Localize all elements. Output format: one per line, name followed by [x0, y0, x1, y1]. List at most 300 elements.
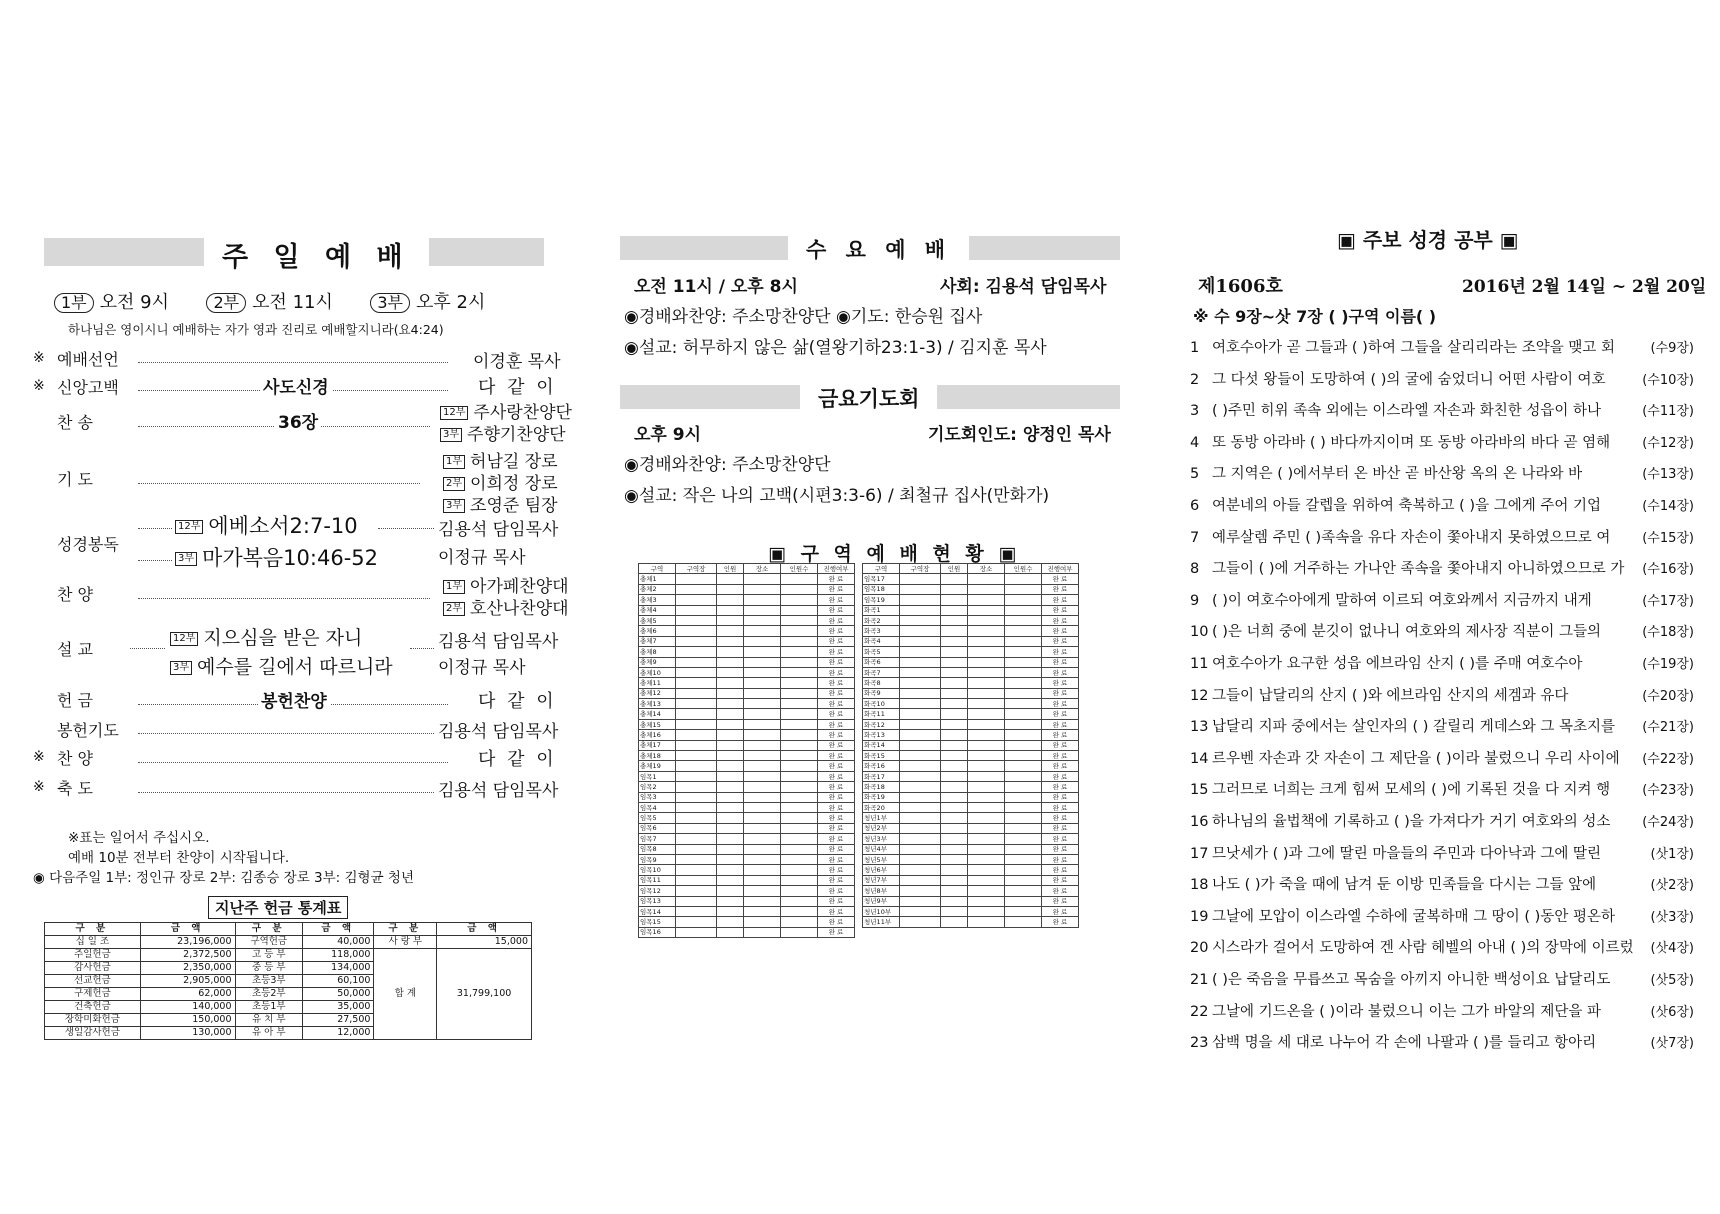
cell: [1005, 792, 1042, 802]
order-label: 신앙고백: [57, 378, 119, 397]
table-row: [639, 813, 855, 823]
cell: [781, 636, 818, 646]
cell: 주일헌금: [45, 949, 141, 962]
table-row: [639, 574, 855, 584]
cell: [781, 574, 818, 584]
district-table: [638, 563, 855, 938]
district-name: 임목19: [863, 595, 900, 605]
question-ref: (수22장): [1642, 751, 1694, 767]
order-label: 예배선언: [57, 350, 119, 369]
table-row: [639, 761, 855, 771]
order-leader: [138, 528, 172, 529]
col-header: 장소: [968, 564, 1005, 574]
cell: [941, 605, 968, 615]
cell: 건축헌금: [45, 1001, 141, 1014]
question-ref: (수24장): [1642, 815, 1694, 830]
status-cell: 완 료: [1042, 886, 1079, 896]
status-cell: 완 료: [1042, 751, 1079, 761]
district-name: 청년7부: [863, 875, 900, 885]
cell: [781, 657, 818, 667]
district-name: 임목17: [863, 574, 900, 584]
table-row: [863, 657, 1079, 667]
cell: [744, 688, 781, 698]
question-text: 하나님의 율법책에 기록하고 ( )을 가져다가 거기 여호와의 성소: [1212, 814, 1611, 830]
cell: [781, 605, 818, 615]
cell: [900, 647, 941, 657]
status-cell: 완 료: [1042, 823, 1079, 833]
status-cell: 완 료: [1042, 792, 1079, 802]
status-cell: 완 료: [818, 688, 855, 698]
wednesday-host: 사회: 김용석 담임목사: [940, 277, 1107, 297]
cell: [900, 730, 941, 740]
district-name: 임목12: [639, 886, 676, 896]
cell: [744, 605, 781, 615]
cell: [676, 875, 717, 885]
cell: 2,905,000: [140, 975, 235, 988]
cell: 초등2부: [235, 988, 302, 1001]
cell: 생일감사헌금: [45, 1027, 141, 1040]
cell: [1005, 886, 1042, 896]
table-row: [639, 615, 855, 625]
cell: [968, 678, 1005, 688]
order-leader: [130, 648, 165, 649]
cell: [717, 688, 744, 698]
cell: [744, 792, 781, 802]
cell: [781, 823, 818, 833]
cell: [900, 906, 941, 916]
cell: [1005, 574, 1042, 584]
status-cell: 완 료: [1042, 761, 1079, 771]
cell: [1005, 584, 1042, 594]
question-ref: (수15장): [1642, 530, 1694, 546]
total-label: 합 계: [374, 949, 437, 1040]
status-cell: 완 료: [818, 792, 855, 802]
cell: [717, 865, 744, 875]
order-leader: [138, 560, 172, 561]
cell: [1005, 771, 1042, 781]
cell: [900, 844, 941, 854]
order-leader: [138, 792, 434, 793]
district-name: 임목8: [639, 844, 676, 854]
cell: [941, 886, 968, 896]
status-cell: 완 료: [1042, 719, 1079, 729]
status-cell: 완 료: [818, 574, 855, 584]
cell: [968, 917, 1005, 927]
status-cell: 완 료: [1042, 615, 1079, 625]
cell: [676, 823, 717, 833]
wednesday-title: 수 요 예 배: [788, 234, 969, 264]
district-name: 화곡7: [863, 667, 900, 677]
prayer-name: 이희정 장로: [470, 474, 558, 494]
reading-2: [175, 542, 378, 572]
time-tag-2: 2부: [206, 293, 246, 313]
cell: 140,000: [140, 1001, 235, 1014]
col-header: 인원: [717, 564, 744, 574]
cell: [968, 813, 1005, 823]
cell: [900, 626, 941, 636]
question-number: 18: [1190, 877, 1209, 894]
status-cell: 완 료: [818, 740, 855, 750]
cell: 150,000: [140, 1014, 235, 1027]
status-cell: 완 료: [1042, 605, 1079, 615]
status-cell: 완 료: [818, 906, 855, 916]
district-name: 화곡15: [863, 751, 900, 761]
cell: 선교헌금: [45, 975, 141, 988]
district-name: 화곡18: [863, 782, 900, 792]
cell: [900, 584, 941, 594]
cell: [781, 834, 818, 844]
district-name: 화곡14: [863, 740, 900, 750]
table-row: [45, 936, 532, 949]
status-cell: 완 료: [818, 730, 855, 740]
question-text: 삼백 명을 세 대로 나누어 각 손에 나팔과 ( )를 들리고 항아리: [1212, 1035, 1597, 1052]
status-cell: 완 료: [818, 719, 855, 729]
cell: [717, 647, 744, 657]
cell: [744, 730, 781, 740]
cell: [1005, 761, 1042, 771]
table-row: [639, 792, 855, 802]
status-cell: 완 료: [818, 834, 855, 844]
friday-line2: ◉설교: 작은 나의 고백(시편3:3-6) / 최철규 집사(만화가): [624, 486, 1050, 506]
table-row: [863, 823, 1079, 833]
status-cell: 완 료: [1042, 595, 1079, 605]
question-number: 21: [1190, 972, 1209, 988]
table-row: [639, 740, 855, 750]
district-name: 충체1: [639, 574, 676, 584]
cell: [676, 615, 717, 625]
cell: [676, 834, 717, 844]
district-name: 임목14: [639, 906, 676, 916]
status-cell: 완 료: [818, 709, 855, 719]
cell: [676, 906, 717, 916]
cell: [1005, 719, 1042, 729]
note-standing: ※표는 일어서 주십시오.: [68, 830, 210, 846]
district-name: 청년3부: [863, 834, 900, 844]
table-row: [863, 875, 1079, 885]
cell: [744, 896, 781, 906]
cell: [941, 730, 968, 740]
district-name: 충체7: [639, 636, 676, 646]
district-name: 청년5부: [863, 854, 900, 864]
cell: [717, 896, 744, 906]
cell: [781, 844, 818, 854]
cell: [900, 678, 941, 688]
district-name: 임목2: [639, 782, 676, 792]
status-cell: 완 료: [1042, 574, 1079, 584]
question-text: ( )주민 히위 족속 외에는 이스라엘 자손과 화친한 성읍이 하나: [1212, 403, 1601, 420]
cell: [968, 615, 1005, 625]
cell: [1005, 917, 1042, 927]
status-cell: 완 료: [1042, 917, 1079, 927]
cell: [781, 813, 818, 823]
cell: [900, 761, 941, 771]
district-name: 화곡11: [863, 709, 900, 719]
cell: [900, 709, 941, 719]
cell: [900, 782, 941, 792]
cell: [1005, 834, 1042, 844]
cell: 40,000: [303, 936, 374, 949]
table-header-row: [639, 564, 855, 574]
district-name: 화곡19: [863, 792, 900, 802]
order-leader: [138, 762, 448, 763]
question-number: 10: [1190, 624, 1209, 641]
cell: [676, 595, 717, 605]
tag: 12부: [170, 632, 198, 646]
col-header: 구역장: [900, 564, 941, 574]
cell: [900, 636, 941, 646]
question-ref: (수20장): [1642, 688, 1694, 704]
cell: [717, 782, 744, 792]
sermon-title: 예수를 길에서 따르니라: [197, 656, 393, 678]
cell: [781, 854, 818, 864]
cell: [744, 574, 781, 584]
district-name: 충체14: [639, 709, 676, 719]
cell: [941, 834, 968, 844]
question-text: 그 지역은 ( )에서부터 온 바산 곧 바산왕 옥의 온 나라와 바: [1212, 466, 1583, 483]
cell: [781, 730, 818, 740]
district-name: 임목7: [639, 834, 676, 844]
choir-name: 주향기찬양단: [467, 425, 566, 445]
table-row: [863, 886, 1079, 896]
cell: [781, 782, 818, 792]
question-ref: (수9장): [1650, 341, 1694, 356]
cell: [941, 636, 968, 646]
cell: [744, 626, 781, 636]
status-cell: 완 료: [818, 886, 855, 896]
status-cell: 완 료: [1042, 709, 1079, 719]
table-row: [639, 886, 855, 896]
district-name: 충체12: [639, 688, 676, 698]
table-row: [639, 699, 855, 709]
cell: [941, 584, 968, 594]
status-cell: 완 료: [1042, 647, 1079, 657]
col-header: 금 액: [437, 923, 532, 936]
table-row: [639, 657, 855, 667]
cell: [744, 761, 781, 771]
order-label: 헌 금: [57, 691, 93, 710]
table-row: [863, 636, 1079, 646]
district-name: 임목1: [639, 771, 676, 781]
question-ref: (삿4장): [1650, 941, 1694, 957]
cell: [1005, 813, 1042, 823]
cell: [744, 875, 781, 885]
district-name: 충체13: [639, 699, 676, 709]
cell: [900, 834, 941, 844]
cell: 장학미화헌금: [45, 1014, 141, 1027]
cell: [941, 844, 968, 854]
status-cell: 완 료: [1042, 854, 1079, 864]
question-text: 예루살렘 주민 ( )족속을 유다 자손이 쫓아내지 못하였으므로 여: [1212, 529, 1611, 546]
cell: [1005, 667, 1042, 677]
question-item: [1190, 431, 1694, 451]
table-row: [639, 771, 855, 781]
wednesday-time: 오전 11시 / 오후 8시: [634, 277, 798, 297]
order-leader: [138, 733, 434, 734]
cell: 고 등 부: [235, 949, 302, 962]
order-right: 김용석 담임목사: [438, 781, 559, 801]
cell: 2,350,000: [140, 962, 235, 975]
cell: [1005, 626, 1042, 636]
cell: [1005, 751, 1042, 761]
cell: [676, 886, 717, 896]
cell: [717, 792, 744, 802]
col-header: 구역: [639, 564, 676, 574]
cell: [900, 605, 941, 615]
cell: [781, 688, 818, 698]
cell: [717, 636, 744, 646]
district-name: 화곡9: [863, 688, 900, 698]
order-label: 찬 송: [57, 413, 93, 432]
cell: [900, 865, 941, 875]
cell: [941, 615, 968, 625]
cell: [941, 854, 968, 864]
status-cell: 완 료: [818, 875, 855, 885]
cell: [968, 605, 1005, 615]
cell: [941, 792, 968, 802]
friday-banner: [620, 385, 1120, 409]
order-label: 성경봉독: [57, 535, 119, 554]
district-name: 청년4부: [863, 844, 900, 854]
question-text: 시스라가 걸어서 도망하여 겐 사람 헤벨의 아내 ( )의 장막에 이르렀: [1212, 940, 1634, 957]
cell: [968, 730, 1005, 740]
cell: 구제헌금: [45, 988, 141, 1001]
district-name: 임목10: [639, 865, 676, 875]
cell: [900, 719, 941, 729]
cell: [676, 657, 717, 667]
question-text: 그날에 기드온을 ( )이라 불렀으니 이는 그가 바알의 제단을 파: [1212, 1003, 1601, 1020]
cell: [717, 854, 744, 864]
cell: [717, 584, 744, 594]
order-mark: ※: [33, 350, 45, 366]
cell: [744, 782, 781, 792]
cell: [717, 802, 744, 812]
cell: [676, 792, 717, 802]
question-number: 3: [1190, 403, 1200, 420]
cell: [717, 740, 744, 750]
cell: [781, 927, 818, 937]
cell: [781, 740, 818, 750]
district-name: 화곡8: [863, 678, 900, 688]
cell: [941, 709, 968, 719]
question-ref: (수14장): [1642, 499, 1694, 514]
cell: [744, 678, 781, 688]
cell: [900, 667, 941, 677]
cell: [968, 647, 1005, 657]
cell: [941, 823, 968, 833]
cell: [676, 678, 717, 688]
district-name: 임목16: [639, 927, 676, 937]
reading-text: 마가복음10:46-52: [202, 546, 378, 570]
status-cell: 완 료: [1042, 834, 1079, 844]
district-name: 화곡12: [863, 719, 900, 729]
order-leader: [138, 598, 430, 599]
question-text: 그날에 모압이 이스라엘 수하에 굴복하매 그 땅이 ( )동안 평온하: [1212, 908, 1615, 925]
friday-line1: ◉경배와찬양: 주소망찬양단: [624, 455, 831, 475]
question-item: [1190, 1031, 1694, 1051]
cell: [676, 636, 717, 646]
cell: [900, 657, 941, 667]
cell: [781, 896, 818, 906]
table-row: [639, 896, 855, 906]
cell: [744, 584, 781, 594]
district-name: 충체3: [639, 595, 676, 605]
cell: [744, 647, 781, 657]
district-name: 충체15: [639, 719, 676, 729]
cell: [717, 709, 744, 719]
question-ref: (수16장): [1642, 562, 1694, 578]
table-row: [863, 678, 1079, 688]
order-leader: [410, 648, 434, 649]
cell: [744, 865, 781, 875]
question-text: 그들이 ( )에 거주하는 가나안 족속을 쫓아내지 아니하였으므로 가: [1212, 561, 1625, 578]
cell: [744, 854, 781, 864]
cell: 134,000: [303, 962, 374, 975]
district-name: 청년10부: [863, 906, 900, 916]
table-row: [639, 865, 855, 875]
note-praise: 예배 10분 전부터 찬양이 시작됩니다.: [68, 850, 290, 866]
district-name: 청년8부: [863, 886, 900, 896]
question-number: 2: [1190, 371, 1200, 388]
cell: [676, 667, 717, 677]
question-item: [1190, 462, 1694, 482]
tag: 3부: [175, 552, 197, 566]
col-header: 금 액: [140, 923, 235, 936]
order-right: 이경훈 목사: [473, 352, 561, 372]
col-header: 구 분: [45, 923, 141, 936]
cell: [941, 751, 968, 761]
question-number: 8: [1190, 561, 1200, 578]
question-item: [1190, 620, 1694, 640]
cell: [781, 751, 818, 761]
district-name: 청년2부: [863, 823, 900, 833]
table-row: [863, 917, 1079, 927]
cell: 60,100: [303, 975, 374, 988]
district-name: 화곡20: [863, 802, 900, 812]
cell: [717, 719, 744, 729]
cell: [968, 574, 1005, 584]
cell: [1005, 657, 1042, 667]
order-mark: ※: [33, 378, 45, 394]
district-name: 화곡1: [863, 605, 900, 615]
cell: [717, 761, 744, 771]
question-number: 15: [1190, 782, 1209, 799]
prayer-name: 허남길 장로: [470, 452, 558, 472]
question-ref: (삿5장): [1650, 973, 1694, 988]
cell: [676, 574, 717, 584]
cell: [781, 626, 818, 636]
question-ref: (수11장): [1642, 404, 1694, 420]
district-name: 청년1부: [863, 813, 900, 823]
cell: [676, 896, 717, 906]
cell: [900, 802, 941, 812]
cell: [1005, 678, 1042, 688]
order-mark: ※: [33, 779, 45, 795]
status-cell: 완 료: [818, 605, 855, 615]
cell: [941, 574, 968, 584]
question-number: 16: [1190, 814, 1209, 830]
sermon-preacher-1: 김용석 담임목사: [438, 632, 559, 652]
sermon-title: 지으심을 받은 자니: [203, 627, 363, 649]
question-text: 나도 ( )가 죽을 때에 남겨 둔 이방 민족들을 다시는 그들 앞에: [1212, 877, 1597, 894]
col-header: 인원: [941, 564, 968, 574]
order-label: 축 도: [57, 779, 93, 798]
cell: [900, 896, 941, 906]
cell: [941, 719, 968, 729]
table-row: [639, 751, 855, 761]
table-row: [639, 854, 855, 864]
district-name: 화곡2: [863, 615, 900, 625]
cell: [717, 906, 744, 916]
